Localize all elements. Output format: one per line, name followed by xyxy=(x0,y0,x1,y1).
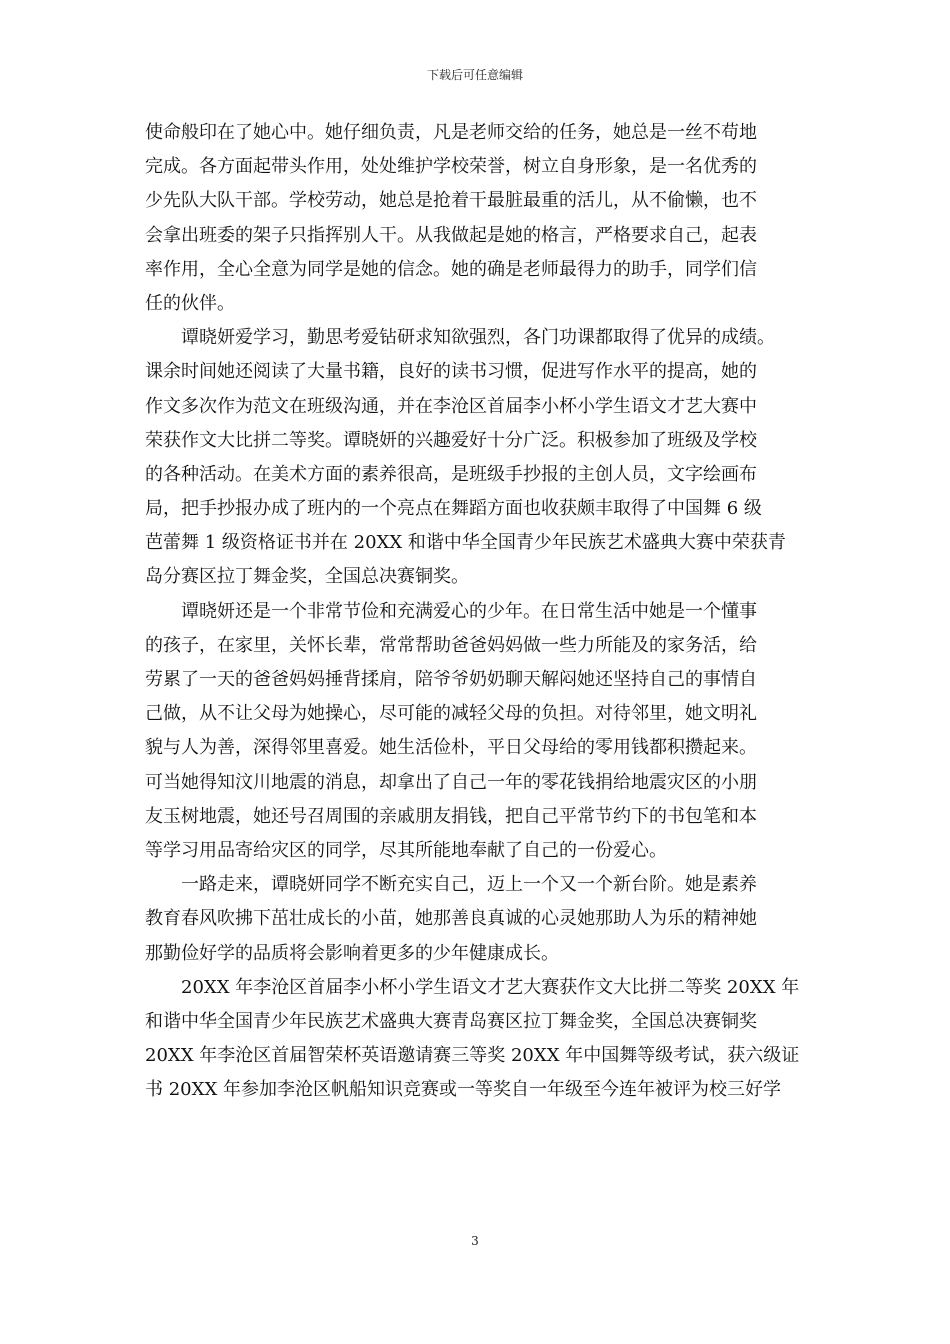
document-body xyxy=(145,116,813,1107)
text-line: 教育春风吹拂下茁壮成长的小苗，她那善良真诚的心灵她那助人为乐的精神她 xyxy=(145,908,757,930)
text-line: 友玉树地震，她还号召周围的亲戚朋友捐钱，把自己平常节约下的书包笔和本 xyxy=(145,805,757,827)
text-line: 局，把手抄报办成了班内的一个亮点在舞蹈方面也收获颇丰取得了中国舞 6 级 xyxy=(145,498,762,520)
text-line: 可当她得知汶川地震的消息，却拿出了自己一年的零花钱捐给地震灾区的小朋 xyxy=(145,771,757,793)
text-line: 芭蕾舞 1 级资格证书并在 20XX 和谐中华全国青少年民族艺术盛典大赛中荣获青 xyxy=(145,532,786,554)
text-line: 的孩子，在家里，关怀长辈，常常帮助爸爸妈妈做一些力所能及的家务活，给 xyxy=(145,634,757,656)
text-line: 使命般印在了她心中。她仔细负责，凡是老师交给的任务，她总是一丝不苟地 xyxy=(145,122,757,143)
text-line: 完成。各方面起带头作用，处处维护学校荣誉，树立自身形象，是一名优秀的 xyxy=(145,156,757,178)
text-line: 等学习用品寄给灾区的同学，尽其所能地奉献了自己的一份爱心。 xyxy=(145,839,667,861)
text-line: 和谐中华全国青少年民族艺术盛典大赛青岛赛区拉丁舞金奖，全国总决赛铜奖 xyxy=(145,1010,757,1032)
text-line: 荣获作文大比拼二等奖。谭晓妍的兴趣爱好十分广泛。积极参加了班级及学校 xyxy=(145,429,757,451)
text-line: 书 20XX 年参加李沧区帆船知识竞赛或一等奖自一年级至今连年被评为校三好学 xyxy=(145,1079,781,1101)
text-line: 20XX 年李沧区首届智荣杯英语邀请赛三等奖 20XX 年中国舞等级考试，获六级证 xyxy=(145,1045,800,1067)
text-line: 会拿出班委的架子只指挥别人干。从我做起是她的格言，严格要求自己，起表 xyxy=(145,224,757,246)
text-line: 20XX 年李沧区首届李小杯小学生语文才艺大赛获作文大比拼二等奖 20XX 年 xyxy=(145,976,800,998)
page-header: 下载后可任意编辑 xyxy=(426,68,523,82)
text-line: 的各种活动。在美术方面的素养很高，是班级手抄报的主创人员，文字绘画布 xyxy=(145,463,757,485)
text-line: 岛分赛区拉丁舞金奖，全国总决赛铜奖。 xyxy=(145,566,469,588)
text-line: 己做，从不让父母为她操心，尽可能的减轻父母的负担。对待邻里，她文明礼 xyxy=(145,703,757,725)
text-line: 任的伙伴。 xyxy=(145,292,235,314)
page-number: 3 xyxy=(471,1234,479,1248)
text-line: 貌与人为善，深得邻里喜爱。她生活俭朴，平日父母给的零用钱都积攒起来。 xyxy=(145,737,757,759)
text-line: 劳累了一天的爸爸妈妈捶背揉肩，陪爷爷奶奶聊天解闷她还坚持自己的事情自 xyxy=(145,669,757,690)
text-line: 一路走来，谭晓妍同学不断充实自己，迈上一个又一个新台阶。她是素养 xyxy=(145,874,757,896)
text-line: 率作用，全心全意为同学是她的信念。她的确是老师最得力的助手，同学们信 xyxy=(145,258,757,280)
text-line: 谭晓妍还是一个非常节俭和充满爱心的少年。在日常生活中她是一个懂事 xyxy=(145,600,757,622)
text-line: 少先队大队干部。学校劳动，她总是抢着干最脏最重的活儿，从不偷懒，也不 xyxy=(145,190,757,212)
text-line: 课余时间她还阅读了大量书籍，良好的读书习惯，促进写作水平的提高，她的 xyxy=(145,361,757,383)
text-line: 那勤俭好学的品质将会影响着更多的少年健康成长。 xyxy=(145,942,559,964)
text-line: 作文多次作为范文在班级沟通，并在李沧区首届李小杯小学生语文才艺大赛中 xyxy=(145,395,757,417)
text-line: 谭晓妍爱学习，勤思考爱钻研求知欲强烈，各门功课都取得了优异的成绩。 xyxy=(145,327,775,349)
